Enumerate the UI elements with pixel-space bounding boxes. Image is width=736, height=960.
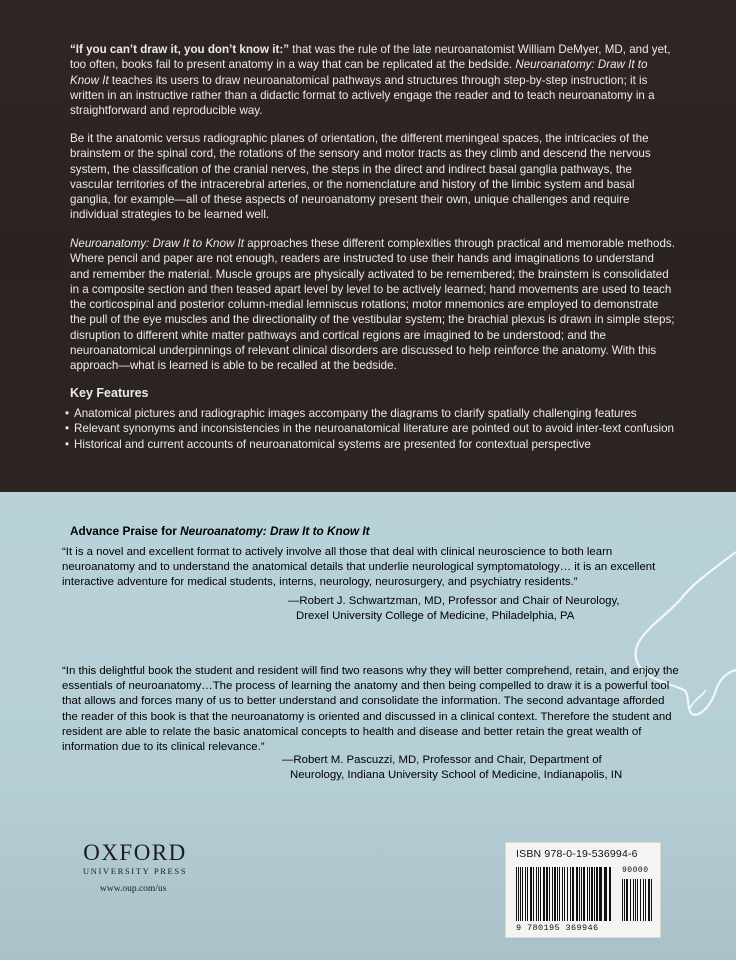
praise-attribution-1 (288, 594, 688, 624)
praise-attribution-2 (282, 753, 692, 783)
praise-heading-prefix: Advance Praise for (70, 524, 181, 538)
barcode-ean-number: 9 780195 369946 (516, 923, 599, 933)
paragraph-1-text-b: teaches its users to draw neuroanatomical pathways and structures through step-by-step instruction; it is written in an instructive rather than a didactic format to actively engage the reader and to teach neuroanatomy in a straightforward and reproducible way. (70, 73, 655, 118)
bullet-icon: • (65, 437, 70, 451)
list-item (62, 406, 682, 421)
attribution-line: —Robert M. Pascuzzi, MD, Professor and Chair, Department of (282, 754, 602, 766)
book-title-inline: Neuroanatomy: Draw It to Know It (70, 58, 648, 87)
barcode-addon-number: 90000 (622, 866, 649, 875)
publisher-name: OXFORD (83, 840, 187, 865)
praise-heading-book: Neuroanatomy: Draw It to Know It (180, 524, 370, 538)
list-item (62, 421, 682, 436)
list-item (62, 437, 682, 452)
paragraph-1-text-a: that was the rule of the late neuroanatomist William DeMyer, MD, and yet, too often, books fail to present anatomy in a way that can be replicated at the bedside. (70, 43, 671, 72)
publisher-logo (80, 841, 190, 876)
key-feature-text: Historical and current accounts of neuroanatomical systems are presented for contextual perspective (74, 437, 591, 451)
description-paragraph-2: Be it the anatomic versus radiographic planes of orientation, the different meningeal spaces, the intricacies of the brainstem or the spinal cord, the rotations of the sensory and motor tracts as they climb and descend the nervous system, the classification of the cranial nerves, the steps in the direct and indirect basal ganglia pathways, the vascular territories of the intracerebral arteries, or the nomenclature and history of the limbic system and basal ganglia, for example—all of these aspects of neuroanatomy present their own, unique challenges and require individual strategies to be learned well. (70, 132, 651, 222)
attribution-line: Drexel University College of Medicine, Philadelphia, PA (296, 610, 575, 623)
lead-quote: “If you can’t draw it, you don’t know it:” (70, 43, 289, 56)
advance-praise-heading (70, 524, 370, 538)
key-feature-text: Relevant synonyms and inconsistencies in the neuroanatomical literature are pointed out to avoid inter-text confusion (74, 422, 674, 436)
key-features-list (62, 406, 682, 452)
isbn-barcode-box (505, 842, 661, 938)
attribution-line: —Robert J. Schwartzman, MD, Professor and Chair of Neurology, (288, 595, 620, 607)
publisher-subname: UNIVERSITY PRESS (82, 866, 188, 876)
isbn-label: ISBN 978-0-19-536994-6 (516, 848, 638, 860)
book-title-inline: Neuroanatomy: Draw It to Know It (70, 237, 244, 250)
bullet-icon: • (65, 422, 70, 436)
praise-quote-2: “In this delightful book the student and resident will find two reasons why they will better comprehend, retain, and enjoy the essentials of neuroanatomy…The process of learning the anatomy and then being compelled to draw it is a powerful tool that allows and forces many of us to better understand and consolidate the information. The second advantage afforded the reader of this book is that the neuroanatomy is oriented and discussed in a clinical context. Therefore the student and resident are able to relate the basic anatomical concepts to health and disease and better retain the great wealth of information due to its clinical relevance.” (62, 665, 679, 754)
paragraph-3-text: approaches these different complexities through practical and memorable methods. Where pencil and paper are not enough, readers are instructed to use their hands and imaginations to understand and remember the material. Muscle groups are physically activated to be remembered; the brainstem is consolidated in a composite section and then teased apart level by level to be actively learned; hand movements are used to teach the corticospinal and posterior column-medial lemniscus rotations; motor mnemonics are employed to demonstrate the pull of the eye muscles and the directionality of the vestibular system; the brachial plexus is drawn in simple steps; disruption to different white matter pathways and cortical regions are imagined to be understood; and the neuroanatomical underpinnings of relevant clinical disorders are discussed to help reinforce the anatomy. With this approach—what is learned is able to be recalled at the bedside. (70, 237, 675, 373)
description-paragraph-1 (70, 42, 676, 118)
key-feature-text: Anatomical pictures and radiographic images accompany the diagrams to clarify spatially challenging features (74, 407, 637, 420)
attribution-line: Neurology, Indiana University School of Medicine, Indianapolis, IN (290, 769, 623, 782)
key-features-heading: Key Features (70, 386, 149, 400)
description-paragraph-3 (70, 236, 676, 374)
praise-quote-1: “It is a novel and excellent format to actively involve all those that deal with clinical neuroscience to both learn neuroanatomy and to understand the anatomical details that underlie neurological symptomatology… it is an excellent interactive adventure for medical students, interns, neurology, neurosurgery, and psychiatry residents.” (62, 546, 656, 589)
publisher-url: www.oup.com/us (100, 884, 167, 894)
bullet-icon: • (65, 407, 70, 420)
